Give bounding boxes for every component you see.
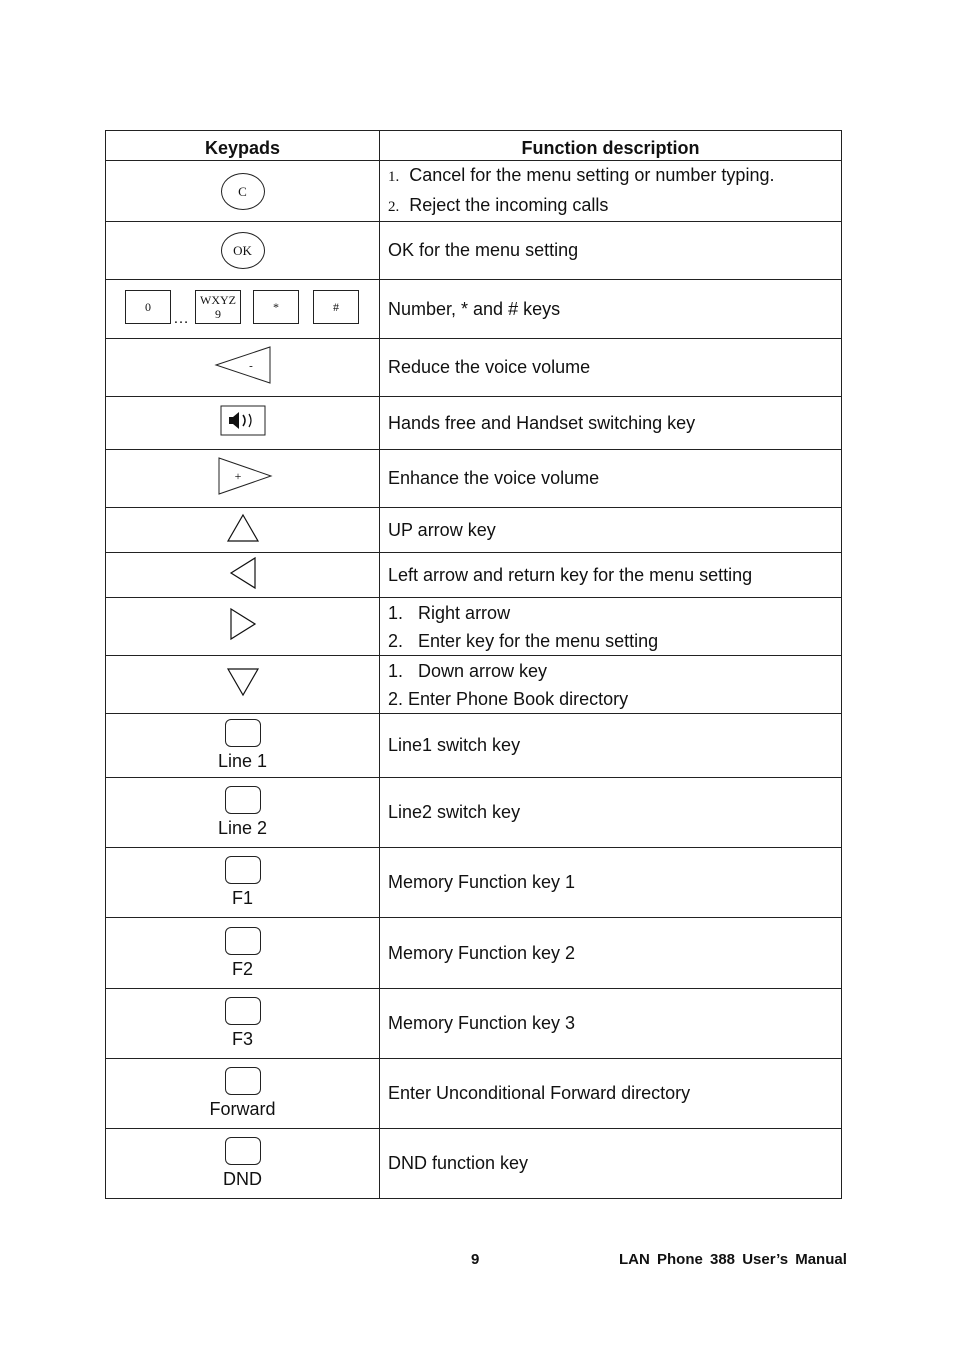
function-cell: Line1 switch key: [380, 714, 842, 778]
header-keypads: Keypads: [106, 131, 380, 161]
keypad-cell: [106, 1129, 380, 1199]
table-row: [106, 1059, 842, 1129]
function-cell: Reduce the voice volume: [380, 339, 842, 397]
keypad-cell: [106, 222, 380, 280]
keypad-cell: [106, 778, 380, 848]
up-arrow-icon: [226, 513, 260, 543]
function-cell: Memory Function key 3: [380, 989, 842, 1059]
line2-key-icon: [225, 786, 261, 814]
keypad-cell: [106, 339, 380, 397]
ok-key-icon: OK: [221, 232, 265, 269]
keypad-cell: [106, 508, 380, 553]
keypad-cell: [106, 848, 380, 918]
function-cell: Enter Unconditional Forward directory: [380, 1059, 842, 1129]
table-row: [106, 161, 842, 222]
table-row: [106, 778, 842, 848]
keypad-cell: [106, 656, 380, 714]
volume-down-icon: [213, 345, 273, 385]
function-cell: Hands free and Handset switching key: [380, 397, 842, 450]
function-cell: Number, * and # keys: [380, 280, 842, 339]
keypad-cell: [106, 553, 380, 598]
keypad-cell: [106, 280, 380, 339]
forward-key-icon: [225, 1067, 261, 1095]
c-key-icon: C: [221, 173, 265, 210]
function-cell: Left arrow and return key for the menu setting: [380, 553, 842, 598]
keypad-cell: [106, 1059, 380, 1129]
down-arrow-icon: [226, 667, 260, 697]
page-number: 9: [471, 1251, 480, 1268]
table-row: [106, 714, 842, 778]
volume-up-icon: [213, 456, 273, 496]
key-label: Forward: [209, 1099, 276, 1119]
keypad-function-table: [105, 130, 842, 1199]
keypad-cell: [106, 598, 380, 656]
key-label: Line 1: [217, 751, 268, 771]
key-label: Line 2: [217, 818, 268, 838]
key-label: F2: [231, 958, 253, 979]
star-key-icon: *: [253, 290, 299, 324]
table-row: [106, 553, 842, 598]
table-row: [106, 598, 842, 656]
key-label: F1: [231, 888, 253, 908]
list-item: 1. Right arrow: [388, 602, 511, 623]
table-row: [106, 989, 842, 1059]
table-row: [106, 397, 842, 450]
manual-title: LAN Phone 388 User’s Manual: [619, 1251, 847, 1268]
f1-key-icon: [225, 856, 261, 884]
table-row: [106, 656, 842, 714]
keypad-cell: [106, 397, 380, 450]
function-cell: DND function key: [380, 1129, 842, 1199]
table-header-row: [106, 131, 842, 161]
table-row: [106, 848, 842, 918]
left-arrow-icon: [228, 556, 258, 590]
function-cell: Memory Function key 2: [380, 918, 842, 989]
keypad-cell: [106, 161, 380, 222]
keypad-cell: [106, 989, 380, 1059]
table-row: [106, 918, 842, 989]
function-cell: Memory Function key 1: [380, 848, 842, 918]
key-label: F3: [231, 1029, 253, 1049]
function-cell: OK for the menu setting: [380, 222, 842, 280]
keypad-cell: [106, 714, 380, 778]
table-row: [106, 508, 842, 553]
function-cell: [380, 656, 842, 714]
svg-text:+: +: [234, 469, 241, 483]
list-item: 1. Down arrow key: [388, 660, 548, 681]
table-row: [106, 339, 842, 397]
function-cell: [380, 598, 842, 656]
speaker-icon: [220, 405, 266, 437]
function-cell: [380, 161, 842, 222]
line1-key-icon: [225, 719, 261, 747]
table-row: [106, 280, 842, 339]
number-keys: [106, 280, 379, 338]
list-item: 2. Enter key for the menu setting: [388, 630, 659, 651]
ellipsis: …: [173, 310, 189, 327]
function-cell: Enhance the voice volume: [380, 450, 842, 508]
nine-key-icon: WXYZ 9: [195, 290, 241, 324]
table-row: [106, 222, 842, 280]
table-row: [106, 1129, 842, 1199]
list-item: 1. Cancel for the menu setting or number typing.: [388, 165, 775, 185]
header-function-description: Function description: [380, 131, 842, 161]
f3-key-icon: [225, 997, 261, 1025]
hash-key-icon: #: [313, 290, 359, 324]
f2-key-icon: [225, 927, 261, 955]
right-arrow-icon: [228, 607, 258, 641]
list-item: 2. Enter Phone Book directory: [388, 688, 629, 709]
zero-key-icon: 0: [125, 290, 171, 324]
keypad-cell: [106, 918, 380, 989]
key-label: DND: [223, 1169, 262, 1189]
function-cell: Line2 switch key: [380, 778, 842, 848]
svg-text:-: -: [248, 360, 253, 372]
dnd-key-icon: [225, 1137, 261, 1165]
table-row: [106, 450, 842, 508]
function-cell: UP arrow key: [380, 508, 842, 553]
list-item: 2. Reject the incoming calls: [388, 195, 609, 215]
keypad-cell: [106, 450, 380, 508]
